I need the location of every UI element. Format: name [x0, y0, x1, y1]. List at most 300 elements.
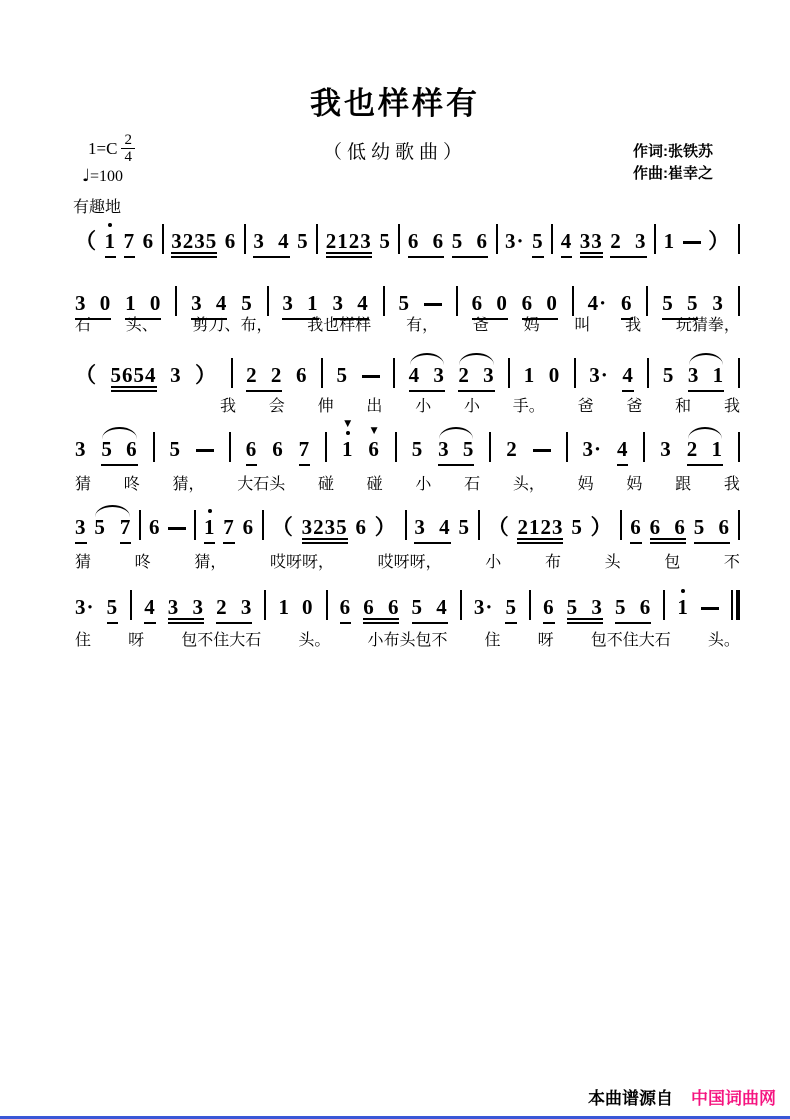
note	[567, 596, 603, 624]
lyric-syllable: 咚	[123, 476, 140, 493]
lyric-syllable: 碰	[317, 476, 334, 493]
note	[589, 364, 609, 392]
note-digits: 5	[458, 515, 470, 539]
note-digits: 1	[204, 516, 216, 544]
lyric-syllable: 哎呀呀，	[269, 554, 334, 571]
barline	[489, 432, 491, 462]
note-digits: 3 5	[438, 438, 474, 466]
sustain-line	[701, 607, 719, 610]
lyric-syllable: 猜	[75, 554, 92, 571]
note-digits: 4 3	[409, 364, 445, 392]
quarter-note-icon: ♩	[82, 166, 91, 186]
note-digits: 1	[105, 230, 117, 258]
octave-dot	[108, 223, 112, 227]
note	[617, 438, 629, 466]
note	[337, 364, 349, 392]
note-digits: 5	[532, 230, 544, 258]
barline	[153, 432, 155, 462]
note	[168, 596, 204, 624]
barline	[229, 432, 231, 462]
note	[326, 230, 372, 258]
barline	[738, 358, 740, 388]
lyric-syllable: 大石头	[237, 476, 286, 493]
note	[278, 596, 290, 624]
note	[583, 438, 603, 466]
barline	[231, 358, 233, 388]
note	[571, 516, 583, 544]
barline	[264, 590, 266, 620]
note	[223, 516, 235, 544]
barline	[551, 224, 553, 254]
footer-source	[588, 1084, 776, 1109]
note	[677, 589, 689, 624]
lyric-syllable: 和	[675, 398, 692, 415]
note-digits: 5 6	[101, 438, 137, 466]
lyric-syllable: 小	[485, 554, 502, 571]
lyric-syllable: 头、	[125, 317, 158, 334]
note-digits: 3·	[589, 363, 609, 387]
note-digits: 5	[411, 437, 424, 461]
lyric-syllable: 爸	[626, 398, 643, 415]
note	[75, 438, 87, 466]
note-digits: 6	[224, 229, 237, 253]
note	[299, 438, 311, 466]
lyrics-line	[75, 393, 740, 416]
note-digits: 1	[523, 363, 536, 387]
note-digits: 3·	[505, 229, 525, 253]
note-digits: 2 3	[458, 364, 494, 392]
note-digits: 3 4	[414, 516, 450, 544]
barline	[194, 510, 196, 540]
lyric-syllable: 布	[544, 554, 561, 571]
barline	[262, 510, 264, 540]
note-digits: 6 6	[650, 516, 686, 544]
sustain-line	[424, 303, 442, 306]
note-digits: 3	[712, 291, 724, 315]
note	[143, 230, 155, 258]
note	[615, 596, 651, 624]
octave-dot	[208, 509, 212, 513]
music-line	[75, 498, 740, 544]
note	[342, 420, 354, 466]
barline	[244, 224, 246, 254]
lyric-syllable: 小布头包不	[367, 632, 448, 649]
note-digits: 5	[107, 596, 119, 624]
sustain-dash	[362, 375, 380, 392]
note	[409, 364, 445, 392]
lyrics-line	[75, 471, 740, 494]
note-digits: 5	[505, 596, 517, 624]
note	[650, 516, 686, 544]
note-digits: 6	[543, 596, 555, 624]
note-digits: 5	[398, 291, 410, 315]
music-line	[75, 578, 740, 624]
lyric-syllable: 包	[664, 554, 681, 571]
barline	[321, 358, 323, 388]
final-barline	[731, 590, 740, 620]
note	[246, 364, 282, 392]
note-digits: 5 4	[412, 596, 448, 624]
note-digits: 2	[506, 437, 518, 461]
note-digits: 2 3	[216, 596, 252, 624]
barline	[643, 432, 645, 462]
song-title: 我也样样有	[310, 86, 480, 121]
note	[660, 438, 672, 466]
note	[694, 516, 730, 544]
note	[412, 596, 448, 624]
note	[297, 230, 309, 258]
note-digits: 6	[272, 437, 284, 461]
note-digits: 7	[124, 230, 136, 258]
note	[474, 596, 494, 624]
note	[216, 596, 252, 624]
barline	[738, 510, 740, 540]
note-digits: 3	[660, 437, 672, 461]
note-digits: 2 2	[246, 364, 282, 392]
note-digits: 3 1	[688, 364, 724, 392]
sustain-dash	[168, 527, 186, 544]
lyric-syllable: 头	[604, 554, 621, 571]
sustain-line	[533, 449, 551, 452]
lyric-syllable: 头。	[707, 632, 740, 649]
meter-denominator: 4	[124, 149, 132, 165]
note-digits: 5 5	[662, 292, 698, 320]
lyric-syllable: 小	[463, 398, 480, 415]
barline	[316, 224, 318, 254]
lyric-syllable: 呀	[537, 632, 554, 649]
lyric-syllable: 妈	[626, 476, 643, 493]
note-digits: 3·	[473, 595, 494, 619]
note-digits: 5	[336, 363, 348, 387]
note	[124, 230, 136, 258]
note	[204, 509, 216, 544]
lyric-syllable: 碰	[366, 476, 383, 493]
accent-mark: ▼	[370, 426, 378, 436]
lyric-syllable: 叫	[574, 317, 591, 334]
note-digits: 1	[341, 437, 354, 461]
lyric-syllable: 剪刀、布，	[192, 317, 273, 334]
note-digits: 1	[278, 595, 290, 619]
lyric-syllable: 玩猜拳，	[675, 317, 740, 334]
lyric-syllable: 我	[625, 317, 642, 334]
note-digits: 6 6	[408, 230, 444, 258]
note-digits: 7	[299, 438, 311, 466]
note	[630, 516, 642, 544]
lyric-syllable: 跟	[675, 476, 692, 493]
note	[663, 364, 675, 392]
note	[101, 438, 137, 466]
note	[94, 516, 131, 544]
note-digits: 5 3	[567, 596, 603, 624]
note	[120, 516, 132, 544]
parenthesis	[272, 516, 294, 544]
note-digits: 2123	[517, 516, 563, 544]
sustain-line	[362, 375, 380, 378]
note	[111, 364, 157, 392]
note	[149, 516, 161, 544]
note	[246, 438, 258, 466]
note-digits: 3235	[302, 516, 348, 544]
note-digits: 6	[340, 596, 352, 624]
note-digits: 6	[148, 515, 161, 539]
note-digits: 6	[295, 363, 308, 387]
lyric-syllable: 妈	[577, 476, 594, 493]
sustain-line	[683, 241, 701, 244]
note	[144, 596, 156, 624]
note	[687, 438, 723, 466]
note-digits: 3	[75, 437, 87, 461]
lyric-syllable: 爸	[577, 398, 594, 415]
parenthesis	[488, 516, 510, 544]
barline	[162, 224, 164, 254]
note	[75, 516, 87, 544]
note	[517, 516, 563, 544]
note-digits: 5 6	[615, 596, 651, 624]
key-signature: 1=C	[88, 138, 118, 158]
note-digits: 5	[379, 229, 391, 253]
note	[505, 596, 517, 624]
note-digits: 3 0	[75, 292, 111, 320]
note-digits: 5 6	[452, 230, 488, 258]
note-digits: 5 6	[694, 516, 730, 544]
lyric-syllable: 妈	[523, 317, 540, 334]
lyric-syllable: 我	[723, 476, 740, 493]
note	[543, 596, 555, 624]
octave-dot	[346, 431, 350, 435]
barline	[139, 510, 141, 540]
note-digits: 2 1	[687, 438, 723, 466]
lyric-syllable: 头，	[512, 476, 545, 493]
barline	[393, 358, 395, 388]
lyrics-line	[75, 312, 740, 335]
note-digits: 7	[120, 516, 132, 544]
note-digits: 5654	[111, 364, 157, 392]
note-digits: 3 4	[191, 292, 227, 320]
note	[171, 230, 217, 258]
sustain-line	[196, 449, 214, 452]
note-digits: 6	[630, 516, 642, 544]
note	[532, 230, 544, 258]
lyric-syllable: 我	[220, 398, 237, 415]
lyric-syllable: 我也样样	[307, 317, 372, 334]
note	[340, 596, 352, 624]
lyric-syllable: 石	[464, 476, 481, 493]
note-digits: （	[487, 515, 510, 539]
note-digits: 1	[677, 595, 689, 619]
note-digits: 4	[144, 596, 156, 624]
composer-credit: 作曲:崔幸之	[633, 165, 713, 182]
note	[253, 230, 289, 258]
note	[688, 364, 724, 392]
barline	[460, 590, 462, 620]
note-digits: 5	[571, 515, 583, 539]
note	[414, 516, 450, 544]
barline	[326, 590, 328, 620]
note	[105, 223, 117, 258]
meter-numerator: 2	[121, 133, 135, 149]
barline	[620, 510, 622, 540]
note	[296, 364, 308, 392]
barline	[395, 432, 397, 462]
note-digits: ）	[590, 515, 613, 539]
note-digits: 3	[75, 516, 87, 544]
barline	[647, 358, 649, 388]
note-digits: 3235	[171, 230, 217, 258]
note-digits: 3 4	[333, 292, 369, 320]
note	[355, 516, 367, 544]
lyric-syllable: 小	[415, 476, 432, 493]
tempo-value: =100	[90, 168, 124, 185]
lyric-syllable: 爸	[472, 317, 489, 334]
lyrics-line	[75, 549, 740, 572]
note-digits: 6	[246, 438, 258, 466]
accent-mark: ▼	[344, 419, 352, 429]
note	[452, 230, 488, 258]
barline	[566, 432, 568, 462]
lyric-syllable: 猜，	[172, 476, 205, 493]
note-digits: 5	[662, 363, 675, 387]
lyric-syllable: 会	[268, 398, 285, 415]
note-digits: 6	[355, 515, 367, 539]
note	[302, 516, 348, 544]
barline	[663, 590, 665, 620]
note-digits: 3	[170, 363, 182, 387]
barline	[738, 432, 740, 462]
note-digits: 4·	[587, 291, 608, 315]
note	[272, 438, 284, 466]
barline	[508, 358, 510, 388]
note	[94, 516, 106, 544]
expression-marking: 有趣地	[73, 199, 122, 216]
note	[107, 596, 119, 624]
note-digits: 3 3	[168, 596, 204, 624]
barline	[738, 224, 740, 254]
footer-brand-link[interactable]: 中国词曲网	[691, 1089, 776, 1108]
barline	[529, 590, 531, 620]
sustain-dash	[701, 607, 719, 624]
note-digits: 3 1	[282, 292, 318, 320]
note-digits: 6	[142, 229, 155, 253]
note-digits: 4	[561, 230, 573, 258]
lyric-syllable: 我	[723, 398, 740, 415]
note	[412, 438, 424, 466]
lyric-syllable: 哎呀呀，	[377, 554, 442, 571]
note-digits: 0	[548, 363, 561, 387]
note	[379, 230, 391, 258]
note-digits: 6 0	[472, 292, 508, 320]
note-digits: 5	[241, 291, 253, 315]
note	[459, 516, 471, 544]
note	[170, 438, 182, 466]
lyric-syllable: 呀	[128, 632, 145, 649]
note-digits: 6	[242, 515, 255, 539]
note-digits: 6 6	[363, 596, 399, 624]
lyric-syllable: 猜	[75, 476, 92, 493]
note	[170, 364, 182, 392]
note-digits: 2123	[326, 230, 372, 258]
note	[505, 230, 525, 258]
barline	[398, 224, 400, 254]
note	[302, 596, 314, 624]
music-line	[75, 420, 740, 466]
note	[408, 230, 444, 258]
note-digits: （	[75, 363, 97, 387]
note-digits: 2 3	[610, 230, 646, 258]
note-digits: 7	[223, 516, 235, 544]
score	[75, 0, 740, 700]
sustain-dash	[196, 449, 214, 466]
music-line	[75, 346, 740, 392]
note-digits: 6	[368, 437, 380, 461]
note-digits: ）	[374, 515, 397, 539]
note	[243, 516, 255, 544]
note-digits: 1	[663, 229, 676, 253]
parenthesis	[375, 516, 397, 544]
note	[610, 230, 646, 258]
footer-source-prefix: 本曲谱源自	[588, 1089, 673, 1108]
song-subtitle: （低幼歌曲）	[322, 142, 467, 163]
note-digits: 1 0	[125, 292, 161, 320]
barline	[130, 590, 132, 620]
lyric-syllable: 包不住大石	[181, 632, 262, 649]
parenthesis	[75, 230, 97, 258]
lyrics-line	[75, 627, 740, 650]
barline	[478, 510, 480, 540]
note-digits: 33	[580, 230, 603, 258]
parenthesis	[708, 230, 730, 258]
lyric-syllable: 不	[723, 554, 740, 571]
lyric-syllable: 石	[75, 317, 92, 334]
note	[225, 230, 237, 258]
lyric-syllable: 包不住大石	[590, 632, 671, 649]
sustain-line	[168, 527, 186, 530]
note	[664, 230, 676, 258]
note-digits: 3·	[75, 595, 95, 619]
parenthesis	[75, 364, 97, 392]
sustain-dash	[533, 449, 551, 466]
sustain-dash	[683, 241, 701, 258]
lyricist-credit: 作词:张铁苏	[633, 143, 713, 160]
barline	[496, 224, 498, 254]
note-digits: 4	[617, 438, 629, 466]
lyric-syllable: 有，	[406, 317, 439, 334]
note-digits: （	[75, 229, 97, 253]
note	[524, 364, 536, 392]
lyric-syllable: 头。	[298, 632, 331, 649]
lyric-syllable: 手。	[512, 398, 545, 415]
note	[438, 438, 474, 466]
barline	[405, 510, 407, 540]
barline	[325, 432, 327, 462]
lyric-syllable: 住	[484, 632, 501, 649]
note	[363, 596, 399, 624]
note-digits: ）	[195, 363, 218, 387]
note-digits: 3·	[582, 437, 603, 461]
parenthesis	[591, 516, 613, 544]
note	[368, 427, 380, 466]
note	[506, 438, 518, 466]
note-digits: 6	[621, 292, 633, 320]
note	[561, 230, 573, 258]
note-digits: 6 0	[522, 292, 558, 320]
note	[458, 364, 494, 392]
note-digits: 5	[94, 515, 106, 539]
note-digits: 3 4	[253, 230, 289, 258]
lyric-syllable: 小	[415, 398, 432, 415]
note-digits: ）	[708, 229, 731, 253]
note	[622, 364, 634, 392]
lyric-syllable: 咚	[134, 554, 151, 571]
